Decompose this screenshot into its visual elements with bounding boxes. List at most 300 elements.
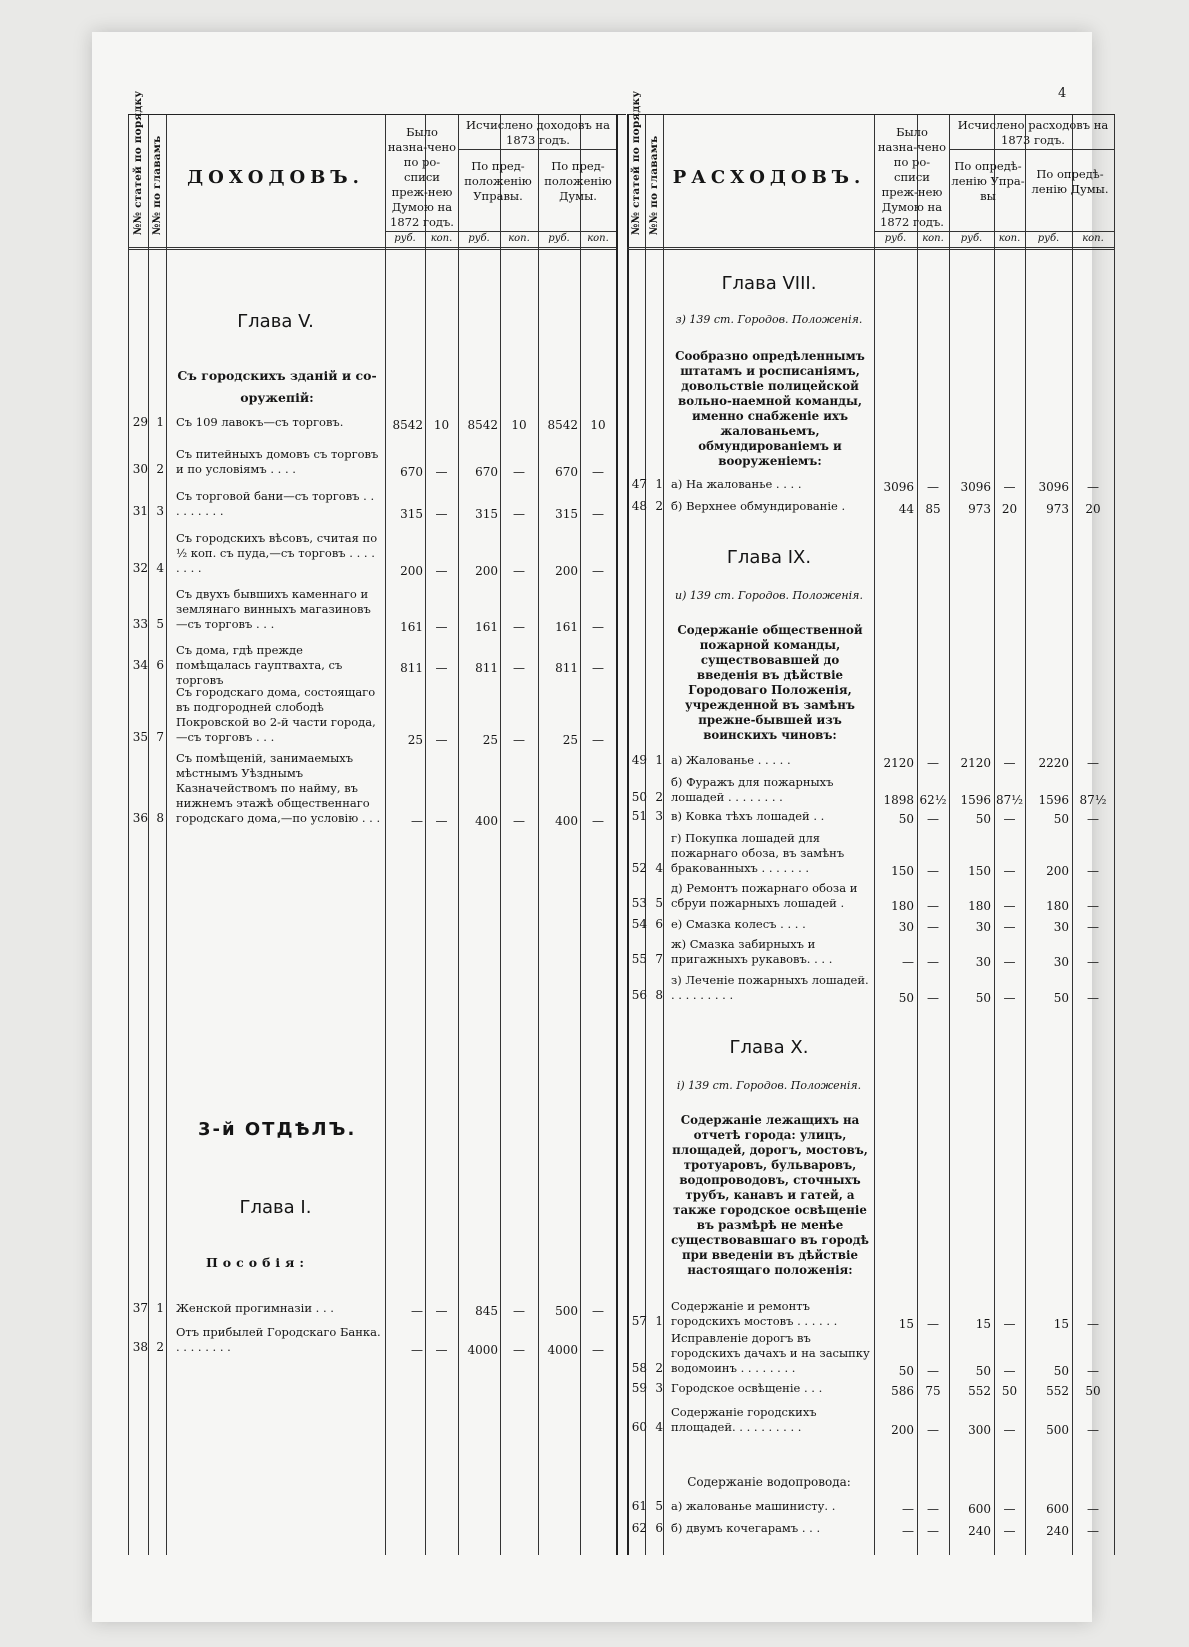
header-by-uprava: По опредѣ-ленію Упра-вы [951, 159, 1025, 203]
chapter-article-number: 1 [156, 415, 164, 429]
amount-kop: — [927, 1423, 939, 1437]
table-row [128, 531, 616, 578]
amount-rub: 586 [891, 1384, 914, 1398]
amount-rub: 600 [1046, 1502, 1069, 1516]
chapter-subtitle: і) 139 ст. Городов. Положенія. [676, 1079, 862, 1092]
item-description: г) Покупка лошадей для пожарнаго обоза, въ замѣнъ бракованныхъ . . . . . . . [671, 831, 845, 875]
header-planned-1872: Было назна-чено по ро-списи преж-нею Думою на 1872 годъ. [877, 125, 947, 229]
amount-rub: — [902, 1502, 914, 1516]
amount-kop: — [1003, 1502, 1016, 1516]
chapter-article-number: 2 [655, 1361, 663, 1375]
amount-kop: 85 [925, 502, 941, 516]
amount-kop: — [1087, 920, 1099, 934]
amount-kop: — [927, 812, 939, 826]
page-number: 4 [1058, 86, 1067, 101]
amount-kop: — [592, 620, 604, 634]
amount-rub: 180 [968, 899, 991, 913]
amount-rub: 811 [400, 661, 423, 675]
item-description: б) Фуражъ для пожарныхъ лошадей . . . . . . . . [671, 775, 834, 804]
amount-kop: — [927, 1364, 939, 1378]
amount-kop: — [1003, 480, 1016, 494]
amount-kop: — [513, 465, 525, 479]
item-description: Съ дома, гдѣ прежде помѣщалась гауптвахта, съ торговъ [176, 643, 343, 687]
amount-kop: — [1003, 920, 1016, 934]
amount-rub: 2120 [960, 756, 991, 770]
amount-kop: — [1087, 991, 1099, 1005]
table-row [128, 1301, 616, 1317]
amount-rub: — [411, 1343, 423, 1357]
table-row [128, 643, 616, 687]
item-description: а) жалованье машинисту. . [671, 1499, 836, 1513]
article-number: 56 [631, 988, 647, 1002]
amount-rub: 2220 [1038, 756, 1069, 770]
amount-rub: 30 [1053, 920, 1069, 934]
amount-kop: — [1087, 1502, 1099, 1516]
amount-rub: 4000 [467, 1343, 498, 1357]
amount-rub: 50 [1053, 991, 1069, 1005]
chapter-article-number: 1 [655, 753, 663, 767]
divider [616, 115, 618, 1555]
amount-kop: — [513, 564, 525, 578]
amount-rub: 2120 [883, 756, 914, 770]
article-number: 53 [631, 896, 647, 910]
item-description: в) Ковка тѣхъ лошадей . . [671, 809, 825, 823]
amount-rub: 3096 [960, 480, 991, 494]
amount-rub: 50 [898, 1364, 914, 1378]
item-description: а) Жалованье . . . . . [671, 753, 791, 767]
amount-kop: — [435, 564, 448, 578]
amount-rub: 552 [1046, 1384, 1069, 1398]
unit-rub: руб. [960, 233, 983, 244]
amount-rub: 500 [555, 1304, 578, 1318]
item-description: Съ городскихъ вѣсовъ, считая по ½ коп. съ пуда,—съ торговъ . . . . . . . . [176, 531, 378, 575]
article-number: 50 [631, 790, 647, 804]
rule [128, 247, 616, 250]
chapter-article-number: 5 [156, 617, 164, 631]
article-number: 48 [631, 499, 647, 513]
amount-kop: 10 [511, 418, 527, 432]
table-row [627, 809, 1115, 825]
article-number: 61 [631, 1499, 647, 1513]
section-heading: Содержаніе общественной пожарной команды, существовавшей до введенія въ дѣйствіе Городоваго Положенія, учрежденной въ замѣнъ прежне-бывшей изъ воинскихъ чиновъ: [677, 623, 863, 742]
item-description: Содержаніе и ремонтъ городскихъ мостовъ . . . . . . [671, 1299, 838, 1328]
amount-kop: — [435, 661, 448, 675]
article-number: 57 [631, 1314, 647, 1328]
chapter-title: Глава VIII. [721, 273, 817, 294]
item-description: Содержаніе городскихъ площадей. . . . . . . . . . [671, 1405, 817, 1434]
item-description: д) Ремонтъ пожарнаго обоза и сбруи пожарныхъ лошадей . [671, 881, 858, 910]
article-number: 55 [631, 952, 647, 966]
article-number: 35 [132, 730, 148, 744]
amount-rub: 30 [898, 920, 914, 934]
header-computed-1873: Исчислено расходовъ на 1873 годъ. [957, 118, 1109, 147]
item-description: Городское освѣщеніе . . . [671, 1381, 823, 1395]
unit-rub: руб. [884, 233, 907, 244]
amount-kop: — [513, 1343, 525, 1357]
chapter-article-number: 6 [156, 658, 164, 672]
article-number: 54 [631, 917, 647, 931]
income-title: ДОХОДОВЪ. [187, 167, 364, 188]
amount-kop: — [927, 480, 939, 494]
section-heading: Содержаніе водопровода: [687, 1475, 851, 1489]
expense-table [627, 90, 1115, 1555]
amount-rub: 552 [968, 1384, 991, 1398]
chapter-article-number: 3 [156, 504, 164, 518]
col-header-chapter-no: №№ по главамъ [648, 135, 660, 235]
chapter-article-number: 8 [156, 811, 164, 825]
amount-rub: 1596 [960, 793, 991, 807]
amount-kop: 10 [433, 418, 450, 432]
amount-kop: 87½ [1079, 793, 1107, 807]
col-header-chapter-no: №№ по главамъ [151, 135, 163, 235]
table-row [627, 973, 1115, 1005]
amount-kop: — [1087, 1524, 1099, 1538]
amount-kop: — [435, 620, 448, 634]
chapter-subtitle: з) 139 ст. Городов. Положенія. [675, 313, 863, 326]
item-description: Съ торговой бани—съ торговъ . . . . . . . . . [176, 489, 375, 518]
item-description: Съ питейныхъ домовъ съ торговъ и по условіямъ . . . . [176, 447, 379, 476]
section-title: 3-й ОТДѢЛЪ. [198, 1119, 357, 1140]
amount-rub: 315 [400, 507, 423, 521]
amount-kop: — [435, 814, 448, 828]
article-number: 58 [631, 1361, 647, 1375]
amount-kop: — [1087, 756, 1099, 770]
item-description: Съ 109 лавокъ—съ торговъ. [176, 415, 344, 429]
amount-rub: 200 [891, 1423, 914, 1437]
rule [627, 247, 1115, 250]
chapter-article-number: 5 [655, 896, 663, 910]
amount-rub: 200 [475, 564, 498, 578]
chapter-article-number: 6 [655, 1521, 663, 1535]
table-row [627, 775, 1115, 807]
amount-kop: — [927, 864, 939, 878]
unit-kop: коп. [998, 233, 1021, 244]
section-heading: Съ городскихъ зданій и со-оружепій: [177, 368, 377, 405]
amount-rub: 240 [968, 1524, 991, 1538]
amount-kop: 20 [1085, 502, 1101, 516]
table-row [627, 1499, 1115, 1515]
chapter-article-number: 2 [655, 790, 663, 804]
table-row [627, 499, 1115, 515]
header-computed-1873: Исчислено доходовъ на 1873 годъ. [466, 118, 610, 147]
item-description: Съ двухъ бывшихъ каменнаго и землянаго винныхъ магазиновъ—съ торговъ . . . [176, 587, 371, 631]
table-row [627, 477, 1115, 493]
amount-kop: — [1087, 1423, 1099, 1437]
amount-rub: 161 [555, 620, 578, 634]
amount-rub: 973 [1046, 502, 1069, 516]
amount-kop: — [592, 1304, 604, 1318]
amount-kop: 75 [925, 1384, 941, 1398]
amount-kop: — [513, 733, 525, 747]
amount-kop: — [1087, 812, 1099, 826]
item-description: Женской прогимназіи . . . [176, 1301, 334, 1315]
amount-rub: 240 [1046, 1524, 1069, 1538]
amount-kop: — [927, 991, 939, 1005]
article-number: 33 [132, 617, 148, 631]
amount-rub: 200 [1046, 864, 1069, 878]
item-description: ж) Смазка забирныхъ и пригажныхъ рукавовъ. . . . [671, 937, 833, 966]
header-by-duma: По пред-положенію Думы. [544, 159, 612, 203]
table-row [627, 1331, 1115, 1378]
article-number: 47 [631, 477, 647, 491]
unit-kop: коп. [922, 233, 944, 244]
amount-rub: 3096 [1038, 480, 1069, 494]
table-row [627, 917, 1115, 933]
item-description: а) На жалованье . . . . [671, 477, 802, 491]
chapter-title: Глава I. [239, 1197, 312, 1218]
chapter-article-number: 1 [655, 477, 663, 491]
chapter-title: Глава X. [729, 1037, 809, 1058]
amount-rub: 973 [968, 502, 991, 516]
amount-kop: — [927, 955, 939, 969]
amount-rub: 50 [1053, 1364, 1069, 1378]
amount-kop: — [435, 1304, 448, 1318]
amount-kop: — [1003, 955, 1016, 969]
amount-rub: 200 [400, 564, 423, 578]
amount-rub: 180 [1046, 899, 1069, 913]
amount-rub: 1898 [883, 793, 914, 807]
amount-kop: — [592, 814, 604, 828]
table-row [128, 415, 616, 431]
amount-rub: 600 [968, 1502, 991, 1516]
table-row [128, 685, 616, 747]
amount-kop: — [592, 465, 604, 479]
amount-rub: 811 [475, 661, 498, 675]
chapter-article-number: 4 [655, 861, 663, 875]
chapter-article-number: 8 [655, 988, 663, 1002]
amount-rub: 845 [475, 1304, 498, 1318]
amount-kop: — [435, 733, 448, 747]
amount-rub: 500 [1046, 1423, 1069, 1437]
unit-rub: руб. [1037, 233, 1060, 244]
amount-rub: 30 [975, 955, 991, 969]
header-by-uprava: По пред-положенію Управы. [464, 159, 532, 203]
amount-rub: 161 [400, 620, 423, 634]
article-number: 49 [631, 753, 647, 767]
amount-kop: — [592, 661, 604, 675]
chapter-article-number: 2 [156, 462, 164, 476]
amount-rub: 315 [555, 507, 578, 521]
amount-kop: — [435, 507, 448, 521]
amount-kop: — [513, 814, 525, 828]
amount-kop: — [592, 507, 604, 521]
unit-kop: коп. [587, 233, 609, 244]
amount-rub: 300 [968, 1423, 991, 1437]
chapter-subtitle: и) 139 ст. Городов. Положенія. [675, 589, 863, 602]
amount-kop: — [927, 920, 939, 934]
amount-rub: 180 [891, 899, 914, 913]
amount-rub: 50 [975, 991, 991, 1005]
chapter-article-number: 1 [655, 1314, 663, 1328]
chapter-article-number: 1 [156, 1301, 164, 1315]
section-heading: Содержаніе лежащихъ на отчетѣ города: улицъ, площадей, дорогъ, мостовъ, тротуаровъ, бульваровъ, водопроводовъ, сточныхъ трубъ, канавъ и гатей, а также городское освѣщеніе въ размѣрѣ не менѣе существовавшаго въ городѣ при введеніи въ дѣйствіе настоящаго положенія: [671, 1113, 869, 1277]
table-row [627, 1405, 1115, 1437]
table-row [627, 1381, 1115, 1397]
unit-rub: руб. [468, 233, 490, 244]
amount-rub: 15 [898, 1317, 914, 1331]
header-planned-1872: Было назна-чено по ро-списи преж-нею Думою на 1872 годъ. [387, 125, 457, 229]
unit-rub: руб. [548, 233, 570, 244]
amount-kop: — [513, 507, 525, 521]
article-number: 32 [132, 561, 148, 575]
amount-kop: — [1003, 991, 1016, 1005]
table-row [128, 447, 616, 479]
amount-rub: 3096 [883, 480, 914, 494]
amount-rub: 50 [975, 1364, 991, 1378]
amount-kop: — [927, 899, 939, 913]
table-row [627, 1521, 1115, 1537]
amount-kop: — [513, 1304, 525, 1318]
amount-rub: 315 [475, 507, 498, 521]
amount-kop: — [592, 564, 604, 578]
amount-rub: 25 [407, 733, 423, 747]
col-header-article-no: №№ статей по порядку [630, 90, 642, 235]
rule [458, 149, 616, 150]
amount-kop: — [1003, 812, 1016, 826]
amount-kop: — [1003, 1317, 1016, 1331]
item-description: б) Верхнее обмундированіе . [671, 499, 846, 513]
amount-kop: — [592, 1343, 604, 1357]
amount-kop: — [435, 465, 448, 479]
amount-rub: 161 [475, 620, 498, 634]
table-row [128, 1325, 616, 1357]
amount-rub: 670 [555, 465, 578, 479]
amount-rub: 8542 [467, 418, 498, 432]
rule [949, 149, 1115, 150]
amount-kop: — [927, 756, 939, 770]
table-row [627, 881, 1115, 913]
rule [385, 231, 616, 232]
amount-rub: 200 [555, 564, 578, 578]
amount-rub: — [411, 1304, 423, 1318]
amount-kop: — [1087, 1317, 1099, 1331]
chapter-article-number: 4 [655, 1420, 663, 1434]
amount-rub: 25 [482, 733, 498, 747]
chapter-article-number: 2 [655, 499, 663, 513]
table-row [128, 751, 616, 828]
article-number: 38 [132, 1340, 148, 1354]
chapter-article-number: 7 [655, 952, 663, 966]
amount-kop: 50 [1085, 1384, 1101, 1398]
amount-rub: 670 [400, 465, 423, 479]
amount-kop: — [1087, 899, 1099, 913]
table-row [627, 1299, 1115, 1331]
article-number: 62 [631, 1521, 647, 1535]
amount-rub: — [902, 955, 914, 969]
article-number: 52 [631, 861, 647, 875]
article-number: 29 [132, 415, 148, 429]
amount-rub: 8542 [392, 418, 423, 432]
income-table [128, 90, 626, 1555]
chapter-title: Глава V. [237, 311, 314, 332]
article-number: 30 [132, 462, 148, 476]
amount-rub: 25 [562, 733, 578, 747]
amount-kop: — [513, 661, 525, 675]
amount-rub: — [902, 1524, 914, 1538]
unit-kop: коп. [1082, 233, 1104, 244]
amount-kop: — [435, 1343, 448, 1357]
amount-rub: 150 [968, 864, 991, 878]
amount-kop: 10 [590, 418, 606, 432]
chapter-article-number: 3 [655, 809, 663, 823]
amount-kop: — [1003, 1524, 1016, 1538]
amount-rub: 50 [898, 991, 914, 1005]
amount-rub: 811 [555, 661, 578, 675]
item-description: Исправленіе дорогъ въ городскихъ дачахъ и на засыпку водомоинъ . . . . . . . . [671, 1331, 870, 1375]
article-number: 31 [132, 504, 148, 518]
amount-rub: 400 [555, 814, 578, 828]
article-number: 34 [132, 658, 148, 672]
table-row [627, 831, 1115, 878]
amount-rub: 50 [898, 812, 914, 826]
chapter-article-number: 5 [655, 1499, 663, 1513]
item-description: Отъ прибылей Городскаго Банка. . . . . . . . . [176, 1325, 381, 1354]
article-number: 59 [631, 1381, 647, 1395]
amount-rub: 15 [1053, 1317, 1069, 1331]
chapter-article-number: 4 [156, 561, 164, 575]
chapter-article-number: 3 [655, 1381, 663, 1395]
unit-kop: коп. [430, 233, 453, 244]
amount-kop: — [1003, 1423, 1016, 1437]
article-number: 37 [132, 1301, 148, 1315]
amount-kop: — [1087, 1364, 1099, 1378]
amount-rub: 50 [975, 812, 991, 826]
amount-kop: 62½ [919, 793, 947, 807]
table-row [128, 489, 616, 521]
amount-rub: 50 [1053, 812, 1069, 826]
article-number: 51 [631, 809, 647, 823]
amount-rub: 8542 [547, 418, 578, 432]
rule [874, 231, 1115, 232]
article-number: 60 [631, 1420, 647, 1434]
amount-rub: 15 [975, 1317, 991, 1331]
amount-kop: — [1087, 955, 1099, 969]
amount-kop: — [592, 733, 604, 747]
unit-rub: руб. [394, 233, 416, 244]
amount-rub: — [411, 814, 423, 828]
amount-rub: 30 [975, 920, 991, 934]
table-row [627, 753, 1115, 769]
section-heading: Пособія: [206, 1255, 310, 1270]
amount-kop: — [1087, 864, 1099, 878]
amount-rub: 30 [1053, 955, 1069, 969]
amount-rub: 1596 [1038, 793, 1069, 807]
amount-kop: — [1003, 864, 1016, 878]
expense-title: РАСХОДОВЪ. [672, 167, 866, 188]
item-description: Съ помѣщеній, занимаемыхъ мѣстнымъ Уѣзднымъ Казначействомъ по найму, въ нижнемъ этажѣ общественнаго городскаго дома,—по условію . . . [176, 751, 381, 825]
amount-rub: 150 [891, 864, 914, 878]
amount-kop: — [513, 620, 525, 634]
item-description: Съ городскаго дома, состоящаго въ подгородней слободѣ Покровской во 2-й части города,—съ торговъ . . . [176, 685, 376, 744]
amount-kop: — [1003, 1364, 1016, 1378]
chapter-article-number: 2 [156, 1340, 164, 1354]
table-row [627, 937, 1115, 969]
section-heading: Сообразно опредѣленнымъ штатамъ и росписаніямъ, довольствіе полицейской вольно-наемной команды, именно снабженіе ихъ жалованьемъ, обмундированіемъ и вооруженіемъ: [675, 349, 865, 468]
amount-kop: 87½ [996, 793, 1023, 807]
col-header-article-no: №№ статей по порядку [132, 90, 144, 235]
chapter-article-number: 7 [156, 730, 164, 744]
chapter-title: Глава IX. [726, 547, 812, 568]
amount-kop: — [927, 1524, 939, 1538]
table-row [128, 587, 616, 634]
amount-kop: 20 [1001, 502, 1018, 516]
item-description: з) Леченіе пожарныхъ лошадей. . . . . . . . . . [671, 973, 869, 1002]
amount-kop: — [1087, 480, 1099, 494]
amount-kop: 50 [1001, 1384, 1018, 1398]
header-by-duma: По опредѣ-ленію Думы. [1031, 167, 1109, 196]
article-number: 36 [132, 811, 148, 825]
amount-kop: — [1003, 756, 1016, 770]
